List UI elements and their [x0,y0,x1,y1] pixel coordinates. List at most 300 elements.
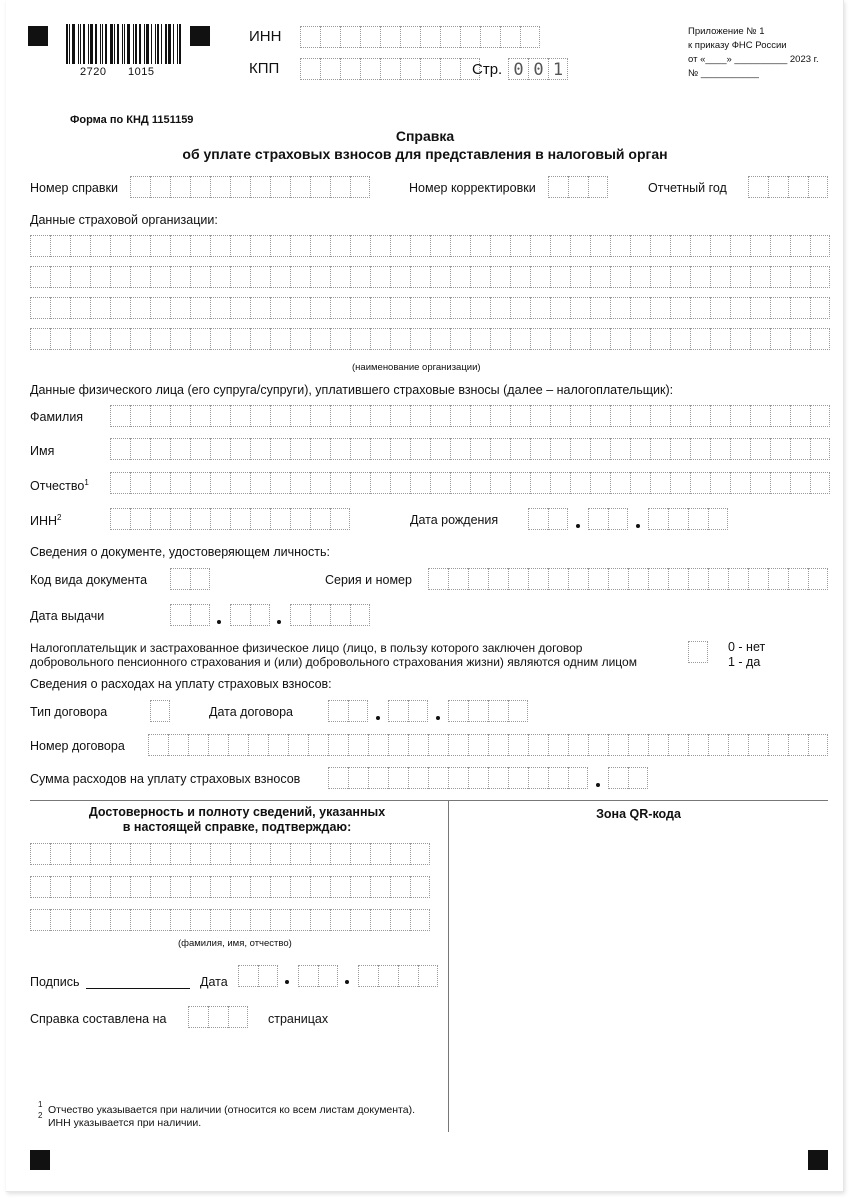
entry-cell[interactable] [710,266,730,288]
entry-cell[interactable] [190,328,210,350]
entry-cell[interactable] [508,734,528,756]
entry-cell[interactable] [390,909,410,931]
entry-cell[interactable] [250,328,270,350]
entry-cell[interactable] [488,568,508,590]
entry-cell[interactable] [290,909,310,931]
entry-cell[interactable] [370,876,390,898]
entry-cell[interactable] [350,297,370,319]
contract-type-cells[interactable] [150,700,170,722]
entry-cell[interactable] [190,235,210,257]
entry-cell[interactable] [330,438,350,460]
entry-cell[interactable] [710,297,730,319]
entry-cell[interactable] [430,405,450,427]
entry-cell[interactable] [290,266,310,288]
entry-cell[interactable] [330,328,350,350]
entry-cell[interactable] [550,297,570,319]
entry-cell[interactable] [370,266,390,288]
entry-cell[interactable] [150,438,170,460]
entry-cell[interactable] [190,472,210,494]
entry-cell[interactable] [320,26,340,48]
entry-cell[interactable] [150,909,170,931]
entry-cell[interactable] [688,508,708,530]
entry-cell[interactable] [350,328,370,350]
entry-cell[interactable] [650,266,670,288]
entry-cell[interactable] [210,328,230,350]
entry-cell[interactable] [630,297,650,319]
entry-cell[interactable] [270,405,290,427]
org-name-row-4[interactable] [30,328,830,350]
entry-cell[interactable] [768,176,788,198]
entry-cell[interactable] [30,297,50,319]
entry-cell[interactable] [130,235,150,257]
entry-cell[interactable] [450,266,470,288]
same-person-cell[interactable] [688,641,708,663]
entry-cell[interactable] [670,297,690,319]
entry-cell[interactable] [590,405,610,427]
entry-cell[interactable] [130,909,150,931]
entry-cell[interactable] [710,472,730,494]
entry-cell[interactable] [448,767,468,789]
birth-month-cells[interactable] [588,508,628,530]
entry-cell[interactable] [390,266,410,288]
entry-cell[interactable] [488,734,508,756]
entry-cell[interactable] [350,472,370,494]
entry-cell[interactable] [610,328,630,350]
entry-cell[interactable] [250,176,270,198]
entry-cell[interactable] [610,405,630,427]
entry-cell[interactable] [528,508,548,530]
entry-cell[interactable] [690,472,710,494]
entry-cell[interactable] [490,405,510,427]
entry-cell[interactable] [250,843,270,865]
entry-cell[interactable] [410,843,430,865]
entry-cell[interactable] [670,266,690,288]
entry-cell[interactable] [488,700,508,722]
org-name-row-1[interactable] [30,235,830,257]
entry-cell[interactable] [548,767,568,789]
entry-cell[interactable] [358,965,378,987]
entry-cell[interactable] [90,297,110,319]
entry-cell[interactable] [650,472,670,494]
entry-cell[interactable] [730,438,750,460]
entry-cell[interactable] [350,843,370,865]
entry-cell[interactable] [428,568,448,590]
entry-cell[interactable] [230,405,250,427]
entry-cell[interactable] [210,843,230,865]
entry-cell[interactable] [630,438,650,460]
entry-cell[interactable] [790,472,810,494]
entry-cell[interactable] [90,235,110,257]
sign-year-cells[interactable] [358,965,438,987]
entry-cell[interactable] [350,405,370,427]
entry-cell[interactable] [388,767,408,789]
entry-cell[interactable] [370,438,390,460]
entry-cell[interactable] [570,266,590,288]
entry-cell[interactable] [150,266,170,288]
entry-cell[interactable] [410,405,430,427]
entry-cell[interactable] [190,909,210,931]
entry-cell[interactable] [550,472,570,494]
entry-cell[interactable] [310,604,330,626]
entry-cell[interactable] [450,297,470,319]
entry-cell[interactable] [770,328,790,350]
entry-cell[interactable] [30,235,50,257]
entry-cell[interactable] [250,508,270,530]
entry-cell[interactable] [330,235,350,257]
entry-cell[interactable] [330,297,350,319]
entry-cell[interactable] [250,909,270,931]
entry-cell[interactable] [730,405,750,427]
entry-cell[interactable] [250,266,270,288]
entry-cell[interactable] [730,235,750,257]
entry-cell[interactable] [190,876,210,898]
entry-cell[interactable] [400,26,420,48]
entry-cell[interactable] [610,472,630,494]
entry-cell[interactable] [428,734,448,756]
entry-cell[interactable] [190,405,210,427]
entry-cell[interactable] [510,266,530,288]
entry-cell[interactable] [790,297,810,319]
entry-cell[interactable] [528,734,548,756]
entry-cell[interactable] [550,266,570,288]
entry-cell[interactable] [250,405,270,427]
entry-cell[interactable] [768,734,788,756]
entry-cell[interactable] [730,472,750,494]
entry-cell[interactable] [410,266,430,288]
entry-cell[interactable] [408,767,428,789]
entry-cell[interactable] [150,843,170,865]
entry-cell[interactable] [170,568,190,590]
entry-cell[interactable] [440,26,460,48]
entry-cell[interactable] [508,700,528,722]
entry-cell[interactable] [70,297,90,319]
entry-cell[interactable] [210,297,230,319]
entry-cell[interactable] [410,438,430,460]
entry-cell[interactable] [50,328,70,350]
entry-cell[interactable] [410,328,430,350]
entry-cell[interactable] [210,472,230,494]
entry-cell[interactable] [310,876,330,898]
entry-cell[interactable] [230,604,250,626]
entry-cell[interactable] [448,568,468,590]
entry-cell[interactable] [290,604,310,626]
entry-cell[interactable] [590,297,610,319]
entry-cell[interactable] [210,235,230,257]
entry-cell[interactable] [150,472,170,494]
entry-cell[interactable] [548,568,568,590]
entry-cell[interactable] [588,508,608,530]
entry-cell[interactable] [230,508,250,530]
entry-cell[interactable] [310,508,330,530]
entry-cell[interactable] [390,235,410,257]
sign-month-cells[interactable] [298,965,338,987]
entry-cell[interactable] [330,876,350,898]
entry-cell[interactable] [390,297,410,319]
entry-cell[interactable] [310,297,330,319]
entry-cell[interactable] [170,909,190,931]
entry-cell[interactable] [770,297,790,319]
entry-cell[interactable] [270,328,290,350]
entry-cell[interactable] [490,438,510,460]
entry-cell[interactable] [348,700,368,722]
entry-cell[interactable] [90,909,110,931]
entry-cell[interactable] [290,328,310,350]
entry-cell[interactable] [110,472,130,494]
entry-cell[interactable] [150,297,170,319]
entry-cell[interactable] [370,235,390,257]
entry-cell[interactable] [390,843,410,865]
signature-line[interactable] [86,988,190,989]
entry-cell[interactable] [628,568,648,590]
entry-cell[interactable] [350,909,370,931]
entry-cell[interactable] [470,297,490,319]
entry-cell[interactable] [250,438,270,460]
entry-cell[interactable] [290,472,310,494]
patronymic-cells[interactable] [110,472,830,494]
entry-cell[interactable] [790,328,810,350]
entry-cell[interactable] [510,328,530,350]
contract-month-cells[interactable] [388,700,428,722]
entry-cell[interactable] [110,297,130,319]
entry-cell[interactable] [490,266,510,288]
entry-cell[interactable] [810,235,830,257]
entry-cell[interactable] [410,472,430,494]
entry-cell[interactable] [130,843,150,865]
entry-cell[interactable] [230,266,250,288]
entry-cell[interactable] [248,734,268,756]
entry-cell[interactable] [750,438,770,460]
entry-cell[interactable] [420,26,440,48]
org-name-row-2[interactable] [30,266,830,288]
entry-cell[interactable] [390,405,410,427]
entry-cell[interactable] [570,235,590,257]
entry-cell[interactable] [508,568,528,590]
entry-cell[interactable] [150,508,170,530]
entry-cell[interactable] [70,328,90,350]
contract-day-cells[interactable] [328,700,368,722]
pages-count-cells[interactable] [188,1006,248,1028]
entry-cell[interactable] [190,297,210,319]
entry-cell[interactable] [150,235,170,257]
entry-cell[interactable] [430,266,450,288]
entry-cell[interactable] [210,909,230,931]
signer-fio-row-3[interactable] [30,909,430,931]
entry-cell[interactable] [630,235,650,257]
entry-cell[interactable] [748,176,768,198]
entry-cell[interactable] [750,405,770,427]
entry-cell[interactable] [508,767,528,789]
entry-cell[interactable] [230,843,250,865]
entry-cell[interactable] [328,734,348,756]
entry-cell[interactable] [408,734,428,756]
entry-cell[interactable] [708,568,728,590]
report-year-cells[interactable] [748,176,828,198]
entry-cell[interactable] [310,909,330,931]
entry-cell[interactable] [340,58,360,80]
entry-cell[interactable] [150,176,170,198]
entry-cell[interactable] [270,266,290,288]
entry-cell[interactable] [150,405,170,427]
entry-cell[interactable] [250,604,270,626]
entry-cell[interactable] [340,26,360,48]
entry-cell[interactable] [468,568,488,590]
entry-cell[interactable] [710,438,730,460]
entry-cell[interactable] [410,909,430,931]
entry-cell[interactable] [70,909,90,931]
entry-cell[interactable] [318,965,338,987]
entry-cell[interactable] [210,176,230,198]
entry-cell[interactable] [530,328,550,350]
entry-cell[interactable] [330,843,350,865]
entry-cell[interactable] [320,58,340,80]
entry-cell[interactable] [530,405,550,427]
entry-cell[interactable] [290,508,310,530]
entry-cell[interactable] [290,405,310,427]
entry-cell[interactable] [608,508,628,530]
entry-cell[interactable] [110,405,130,427]
birth-day-cells[interactable] [528,508,568,530]
entry-cell[interactable] [430,438,450,460]
entry-cell[interactable] [290,235,310,257]
entry-cell[interactable] [450,405,470,427]
entry-cell[interactable] [788,176,808,198]
entry-cell[interactable] [150,328,170,350]
entry-cell[interactable] [130,266,150,288]
entry-cell[interactable] [30,909,50,931]
entry-cell[interactable] [420,58,440,80]
entry-cell[interactable] [810,297,830,319]
entry-cell[interactable] [90,328,110,350]
entry-cell[interactable] [170,405,190,427]
entry-cell[interactable] [670,328,690,350]
surname-cells[interactable] [110,405,830,427]
entry-cell[interactable] [30,266,50,288]
entry-cell[interactable] [268,734,288,756]
entry-cell[interactable] [170,604,190,626]
entry-cell[interactable] [728,568,748,590]
entry-cell[interactable] [300,26,320,48]
entry-cell[interactable] [530,472,550,494]
entry-cell[interactable] [588,568,608,590]
entry-cell[interactable] [810,405,830,427]
entry-cell[interactable] [470,438,490,460]
entry-cell[interactable] [350,876,370,898]
entry-cell[interactable] [650,297,670,319]
entry-cell[interactable] [548,734,568,756]
entry-cell[interactable] [270,508,290,530]
entry-cell[interactable] [468,700,488,722]
entry-cell[interactable] [368,767,388,789]
entry-cell[interactable] [210,405,230,427]
entry-cell[interactable] [590,266,610,288]
entry-cell[interactable] [110,235,130,257]
entry-cell[interactable] [750,472,770,494]
entry-cell[interactable] [298,965,318,987]
entry-cell[interactable] [330,266,350,288]
entry-cell[interactable] [770,405,790,427]
entry-cell[interactable] [270,472,290,494]
signer-fio-row-2[interactable] [30,876,430,898]
entry-cell[interactable] [670,235,690,257]
entry-cell[interactable] [370,328,390,350]
entry-cell[interactable] [330,909,350,931]
entry-cell[interactable] [190,438,210,460]
entry-cell[interactable] [230,876,250,898]
entry-cell[interactable] [610,297,630,319]
entry-cell[interactable] [388,734,408,756]
entry-cell[interactable] [570,438,590,460]
entry-cell[interactable] [310,472,330,494]
entry-cell[interactable] [270,176,290,198]
entry-cell[interactable] [110,438,130,460]
entry-cell[interactable] [300,58,320,80]
entry-cell[interactable] [670,405,690,427]
entry-cell[interactable] [370,405,390,427]
entry-cell[interactable] [110,266,130,288]
entry-cell[interactable] [510,405,530,427]
entry-cell[interactable] [328,767,348,789]
entry-cell[interactable] [430,328,450,350]
entry-cell[interactable] [550,328,570,350]
entry-cell[interactable] [690,297,710,319]
org-name-row-3[interactable] [30,297,830,319]
entry-cell[interactable] [310,405,330,427]
entry-cell[interactable] [430,297,450,319]
entry-cell[interactable] [810,328,830,350]
entry-cell[interactable] [190,568,210,590]
entry-cell[interactable] [750,266,770,288]
entry-cell[interactable] [350,266,370,288]
header-kpp-cells[interactable] [300,58,480,80]
entry-cell[interactable] [690,405,710,427]
entry-cell[interactable] [710,328,730,350]
entry-cell[interactable] [650,235,670,257]
entry-cell[interactable] [70,235,90,257]
entry-cell[interactable] [130,297,150,319]
entry-cell[interactable] [790,438,810,460]
entry-cell[interactable] [650,328,670,350]
entry-cell[interactable] [270,235,290,257]
entry-cell[interactable] [330,472,350,494]
entry-cell[interactable] [70,843,90,865]
entry-cell[interactable] [570,297,590,319]
entry-cell[interactable] [608,568,628,590]
entry-cell[interactable] [550,235,570,257]
entry-cell[interactable] [308,734,328,756]
entry-cell[interactable] [708,734,728,756]
entry-cell[interactable] [110,876,130,898]
entry-cell[interactable] [230,328,250,350]
entry-cell[interactable] [150,876,170,898]
entry-cell[interactable] [548,176,568,198]
entry-cell[interactable] [310,328,330,350]
entry-cell[interactable] [170,266,190,288]
issue-year-cells[interactable] [290,604,370,626]
entry-cell[interactable] [310,235,330,257]
entry-cell[interactable] [670,438,690,460]
entry-cell[interactable] [350,438,370,460]
entry-cell[interactable] [650,405,670,427]
entry-cell[interactable] [750,297,770,319]
entry-cell[interactable] [488,767,508,789]
entry-cell[interactable] [730,328,750,350]
entry-cell[interactable] [500,26,520,48]
entry-cell[interactable] [688,641,708,663]
entry-cell[interactable] [440,58,460,80]
entry-cell[interactable] [590,438,610,460]
entry-cell[interactable] [130,438,150,460]
entry-cell[interactable] [110,328,130,350]
